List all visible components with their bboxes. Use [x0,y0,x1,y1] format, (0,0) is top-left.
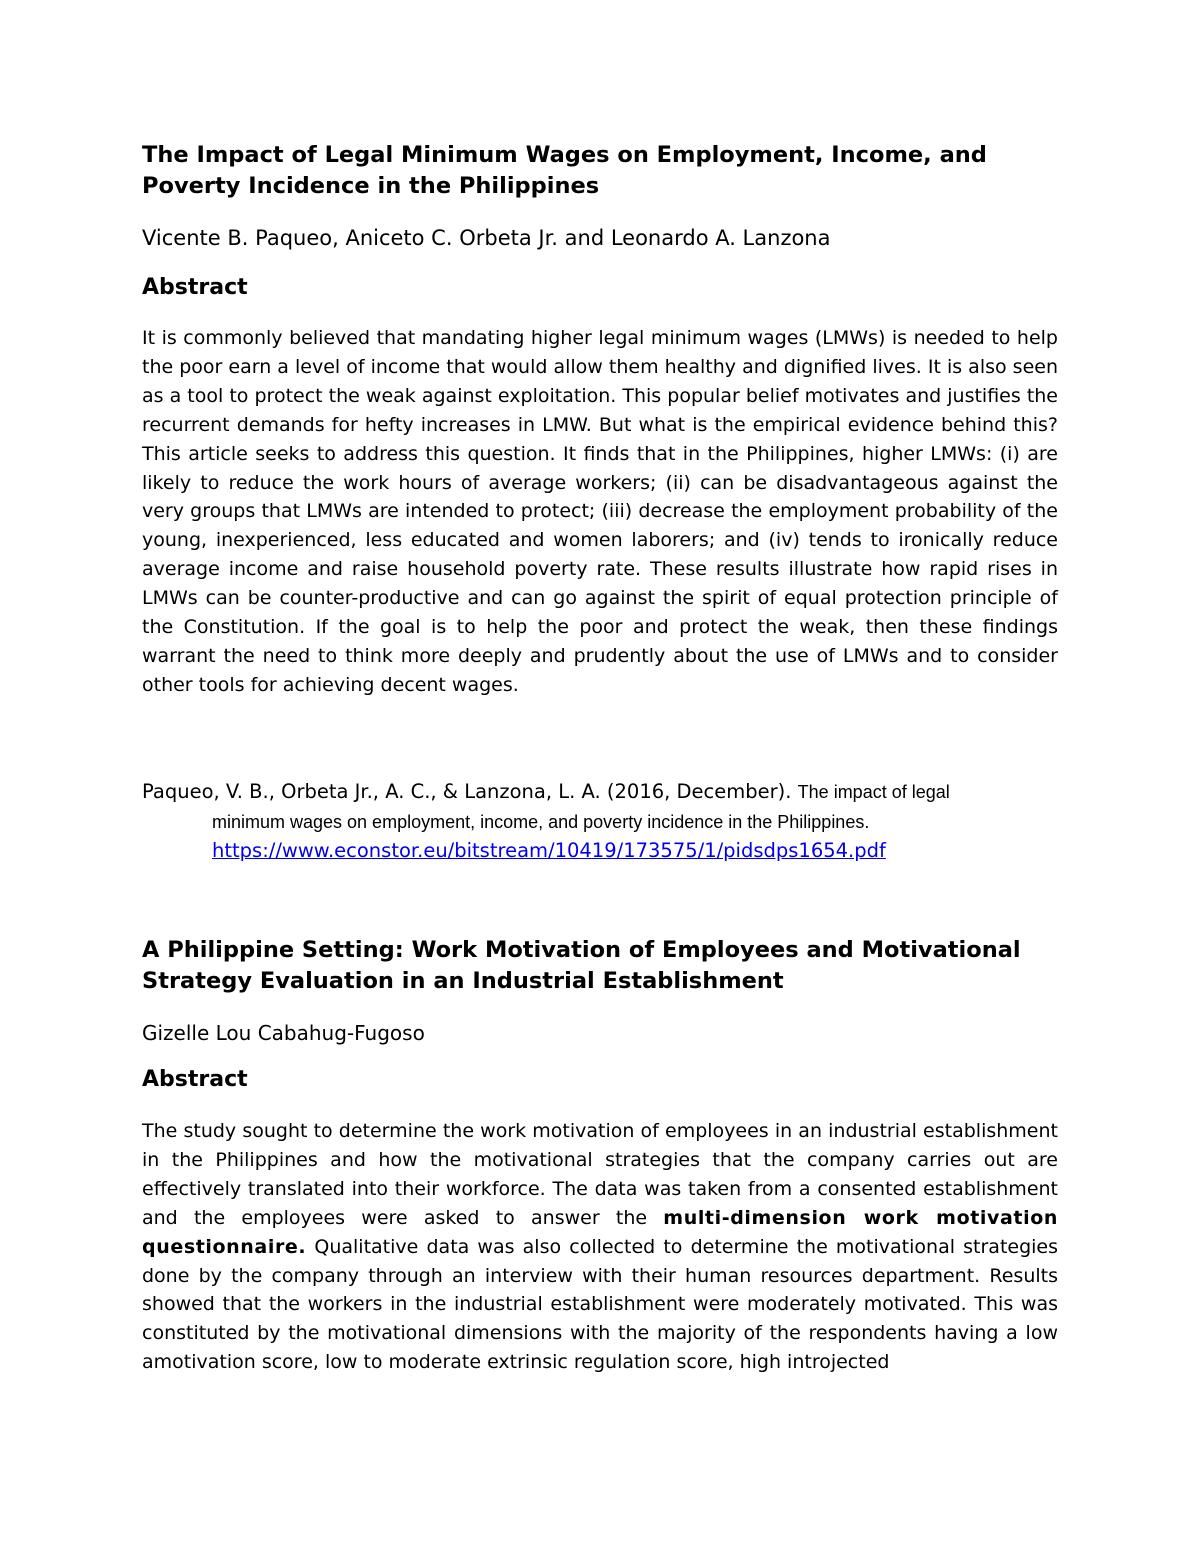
article-1-abstract-text: It is commonly believed that mandating higher legal minimum wages (LMWs) is needed to help the poor earn a level of income that would allow them healthy and dignified lives. It is also seen as a tool to protect the weak against exploitation. This popular belief motivates and justifies the recurrent demands for hefty increases in LMW. But what is the empirical evidence behind this? This article seeks to address this question. It finds that in the Philippines, higher LMWs: (i) are likely to reduce the work hours of average workers; (ii) can be disadvantageous against the very groups that LMWs are intended to protect; (iii) decrease the employment probability of the young, inexperienced, less educated and women laborers; and (iv) tends to ironically reduce average income and raise household poverty rate. These results illustrate how rapid rises in LMWs can be counter-productive and can go against the spirit of equal protection principle of the Constitution. If the goal is to help the poor and protect the weak, then these findings warrant the need to think more deeply and prudently about the use of LMWs and to consider other tools for achieving decent wages. [142,327,1058,696]
reference-url-link[interactable]: https://www.econstor.eu/bitstream/10419/173575/1/pidsdps1654.pdf [212,839,886,862]
reference-title-part-2: minimum wages on employment, income, and poverty incidence in the Philippines [212,812,865,832]
article-2-abstract-block [142,1117,1058,1377]
article-2-title-block [142,935,1058,997]
article-1-abstract-heading-block [142,274,1058,302]
article-2-abstract-text [142,1117,1058,1377]
article-2-title: A Philippine Setting: Work Motivation of Employees and Motivational Strategy Evaluation in an Industrial Establishment [142,937,1021,994]
article-1-title: The Impact of Legal Minimum Wages on Employment, Income, and Poverty Incidence in the Philippines [142,142,987,199]
article-1-abstract-heading: Abstract [142,275,248,300]
article-1-authors-block [142,224,1058,252]
article-1-reference-block [142,778,1102,806]
abstract-text-part-1: The study sought to determine the work motivation of employees in an industrial establishment in the Philippines and how the motivational strategies that the company carries out are effectively translated into their workforce. The data was taken from a consented establishment and the employees were asked to answer the [142,1120,1058,1229]
reference-authors: Paqueo, V. B., Orbeta Jr., A. C., & Lanzona, L. A. (2016, December). [142,780,792,803]
article-2-authors: Gizelle Lou Cabahug-Fugoso [142,1021,425,1045]
article-2-authors-block [142,1019,1058,1047]
reference-title-part-1: The impact of legal [797,782,950,802]
article-1-reference-line-1 [142,778,1102,806]
abstract-text-part-2: Qualitative data was also collected to determine the motivational strategies done by the company through an interview with their human resources department. Results showed that the workers in the industrial establishment were moderately motivated. This was constituted by the motivational dimensions with the majority of the respondents having a low amotivation score, low to moderate extrinsic regulation score, high introjected [142,1235,1059,1374]
article-2-abstract-heading-block [142,1066,1058,1094]
article-1-abstract-block [142,324,1058,700]
article-1-title-block [142,140,1058,202]
article-1-authors: Vicente B. Paqueo, Aniceto C. Orbeta Jr. and Leonardo A. Lanzona [142,226,831,250]
article-2-abstract-heading: Abstract [142,1067,248,1092]
article-1-reference-line-2 [212,808,1112,836]
questionnaire-name: multi-dimension work motivation questionnaire. [142,1206,1058,1258]
reference-title-end: . [864,812,870,832]
